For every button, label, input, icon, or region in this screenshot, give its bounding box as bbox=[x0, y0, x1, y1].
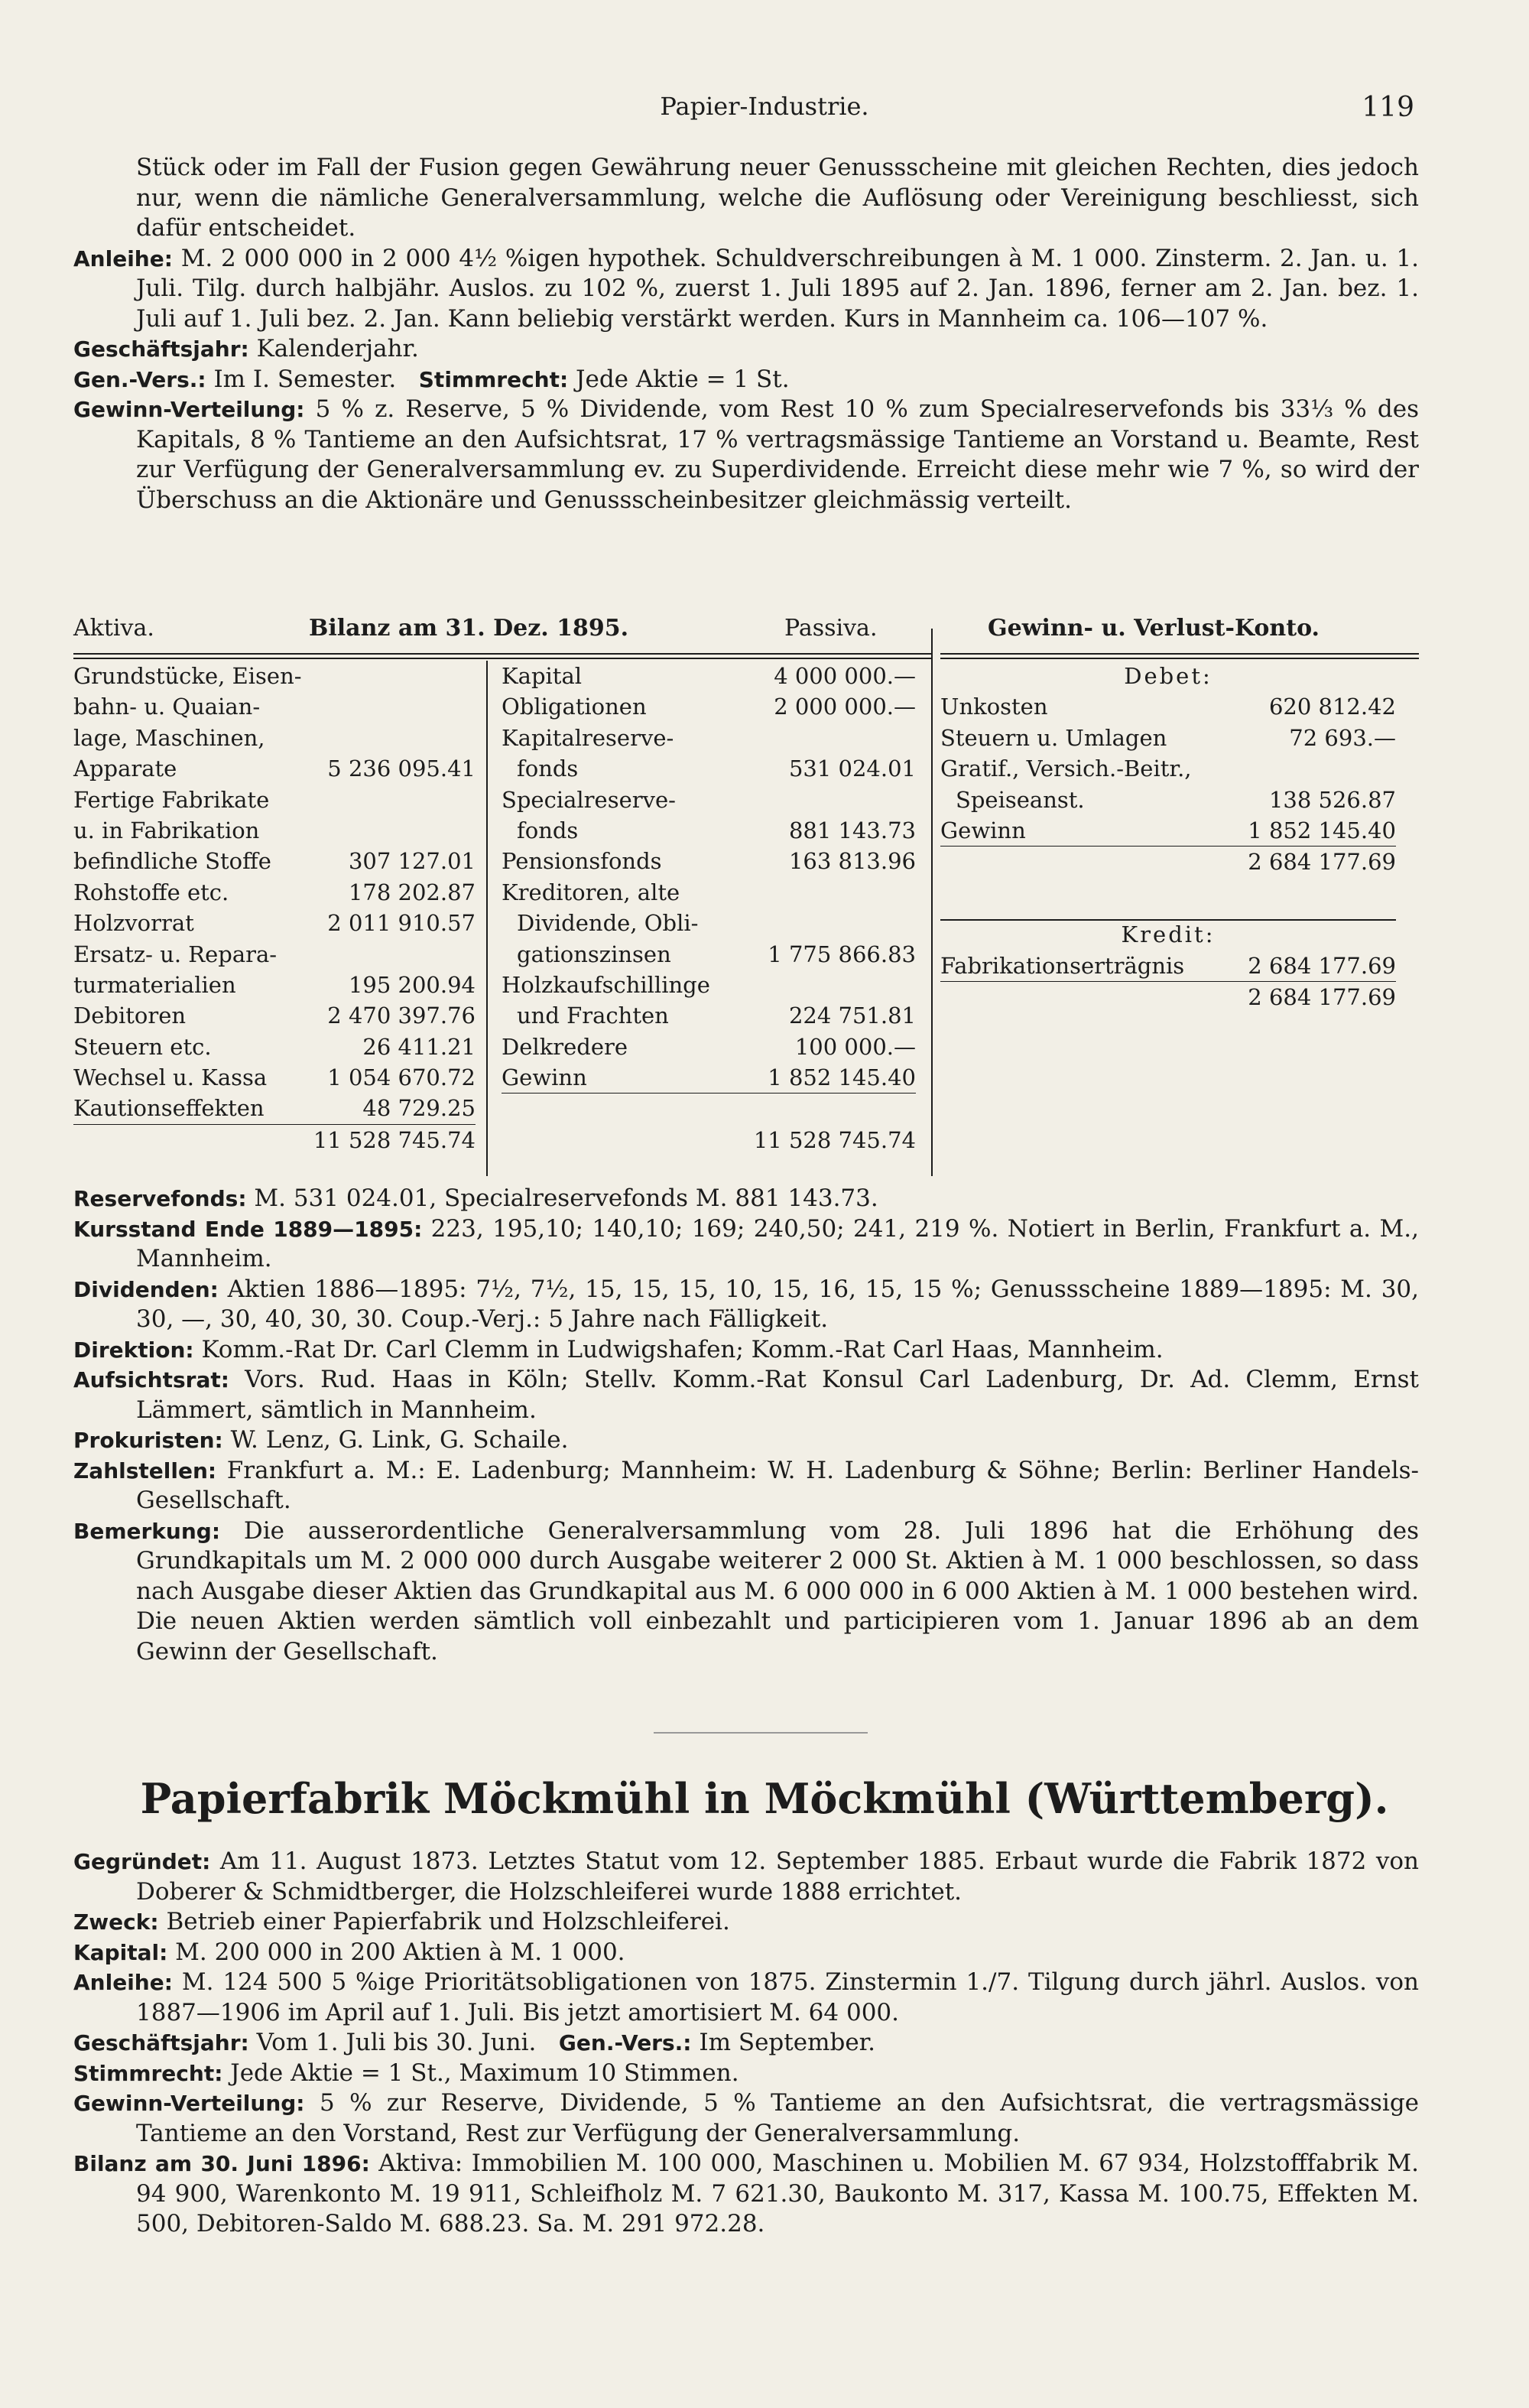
entry-prokuristen: Prokuristen: W. Lenz, G. Link, G. Schaile. bbox=[73, 1426, 569, 1454]
kredit-total-row: 2 684 177.69 bbox=[1248, 983, 1396, 1010]
table-row: Apparate 5 236 095.41 bbox=[73, 756, 476, 782]
aktiva-total-row: 11 528 745.74 bbox=[313, 1126, 476, 1153]
entry-geschaeftsjahr: Geschäftsjahr: Kalenderjahr. bbox=[73, 335, 419, 362]
bilanz-title: Bilanz am 31. Dez. 1895. bbox=[309, 615, 629, 642]
gv-column bbox=[940, 661, 1396, 1012]
passiva-total-row: 11 528 745.74 bbox=[753, 1126, 916, 1153]
table-row: Ersatz- u. Repara- bbox=[73, 941, 278, 967]
table-row: Pensionsfonds 163 813.96 bbox=[502, 848, 916, 875]
table-row: Dividende, Obli- bbox=[517, 910, 699, 937]
table-row: Kreditoren, alte bbox=[502, 879, 680, 905]
divider-aktiva-passiva bbox=[486, 661, 488, 1176]
header-title: Papier-Industrie. bbox=[660, 92, 869, 121]
table-row: bahn- u. Quaian- bbox=[73, 694, 261, 720]
table-row: Steuern u. Umlagen 72 693.— bbox=[940, 724, 1396, 751]
table-row: befindliche Stoffe 307 127.01 bbox=[73, 848, 476, 875]
kredit-heading-row: Kredit: bbox=[1121, 921, 1216, 948]
aktiva-column bbox=[73, 661, 476, 1155]
table-row: Speiseanst. 138 526.87 bbox=[956, 786, 1396, 813]
table-row: lage, Maschinen, bbox=[73, 724, 265, 751]
table-row: Wechsel u. Kassa 1 054 670.72 bbox=[73, 1064, 476, 1091]
table-row: fonds 881 143.73 bbox=[517, 817, 916, 843]
aktiva-heading: Aktiva. bbox=[73, 615, 154, 642]
entry-kursstand: Kursstand Ende 1889—1895: 223, 195,10; 140,10; 169; 240,50; 241, 219 %. Notiert in Berlin, Frankfurt a. M., Mannheim. bbox=[73, 1214, 1419, 1272]
section-details bbox=[73, 1184, 1419, 1667]
debet-heading-row: Debet: bbox=[1124, 663, 1212, 689]
table-row: Debitoren 2 470 397.76 bbox=[73, 1003, 476, 1029]
table-row: Delkredere 100 000.— bbox=[502, 1033, 916, 1060]
gv-konto-title: Gewinn- u. Verlust-Konto. bbox=[988, 615, 1320, 642]
table-row: Kautionseffekten 48 729.25 bbox=[73, 1093, 476, 1124]
balance-table bbox=[73, 613, 1419, 1179]
table-row: Gewinn 1 852 145.40 bbox=[502, 1062, 916, 1094]
divider-bilanz-gv bbox=[931, 629, 933, 1176]
passiva-column bbox=[502, 661, 916, 1155]
table-row: turmaterialien 195 200.94 bbox=[73, 971, 476, 998]
rule-top-right bbox=[940, 653, 1419, 655]
intro-paragraph: Stück oder im Fall der Fusion gegen Gewährung neuer Genussscheine mit gleichen Rechten, dies jedoch nur, wenn die nämliche Generalversammlung, welche die Auflösung oder Vereinigung beschliesst, sich dafür entscheidet. bbox=[136, 154, 1419, 242]
entry-reservefonds: Reservefonds: M. 531 024.01, Specialreservefonds M. 881 143.73. bbox=[73, 1185, 878, 1212]
table-row: Holzvorrat 2 011 910.57 bbox=[73, 910, 476, 937]
spacer-row bbox=[940, 878, 1396, 908]
table-row: Holzkaufschillinge bbox=[502, 971, 710, 998]
table-row: Unkosten 620 812.42 bbox=[940, 694, 1396, 720]
entry-zahlstellen: Zahlstellen: Frankfurt a. M.: E. Ladenburg; Mannheim: W. H. Ladenburg & Söhne; Berlin: Berliner Handels-Gesellschaft. bbox=[73, 1456, 1419, 1514]
table-row: gationszinsen 1 775 866.83 bbox=[517, 941, 916, 967]
passiva-heading: Passiva. bbox=[784, 615, 878, 642]
entry-bilanz-2: Bilanz am 30. Juni 1896: Aktiva: Immobilien M. 100 000, Maschinen u. Mobilien M. 67 934, Holzstofffabrik M. 94 900, Warenkonto M. 19 911, Schleifholz M. 7 621.30, Baukonto M. 317, Kassa M. 100.75, Effekten M. 500, Debitoren-Saldo M. 688.23. Sa. M. 291 972.28. bbox=[73, 2150, 1419, 2237]
entry-gen-vers: Gen.-Vers.: Im I. Semester. Stimmrecht: Jede Aktie = 1 St. bbox=[73, 365, 790, 393]
rule-top-left-2 bbox=[73, 658, 933, 659]
table-row: Fabrikationserträgnis 2 684 177.69 bbox=[940, 951, 1396, 982]
entry-dividenden: Dividenden: Aktien 1886—1895: 7½, 7½, 15, 15, 15, 10, 15, 16, 15, 15 %; Genussscheine 1889—1895: M. 30, 30, —, 30, 40, 30, 30. Coup.-Verj.: 5 Jahre nach Fälligkeit. bbox=[73, 1275, 1420, 1333]
table-row: Steuern etc. 26 411.21 bbox=[73, 1033, 476, 1060]
section-conditions bbox=[73, 153, 1419, 515]
entry-gewinn-verteilung: Gewinn-Verteilung: 5 % z. Reserve, 5 % Dividende, vom Rest 10 % zum Specialreservefonds bis 33⅓ % des Kapitals, 8 % Tantieme an den Aufsichtsrat, 17 % vertragsmässige Tantieme an Vorstand u. Beamte, Rest zur Verfügung der Generalversammlung ev. zu Superdividende. Erreicht diese mehr wie 7 %, so wird der Überschuss an die Aktionäre und Genussscheinbesitzer gleichmässig verteilt. bbox=[73, 395, 1419, 514]
table-row: Rohstoffe etc. 178 202.87 bbox=[73, 879, 476, 905]
entry-aufsichtsrat: Aufsichtsrat: Vors. Rud. Haas in Köln; Stellv. Komm.-Rat Konsul Carl Ladenburg, Dr. Ad. Clemm, Ernst Lämmert, sämtlich in Mannheim. bbox=[73, 1366, 1420, 1424]
table-row: Gratif., Versich.-Beitr., bbox=[940, 756, 1192, 782]
company-heading: Papierfabrik Möckmühl in Möckmühl (Württemberg). bbox=[140, 1774, 1389, 1823]
rule-top-right-2 bbox=[940, 658, 1419, 659]
entry-geschaeftsjahr-2: Geschäftsjahr: Vom 1. Juli bis 30. Juni. Gen.-Vers.: Im September. bbox=[73, 2029, 875, 2056]
table-row: Obligationen 2 000 000.— bbox=[502, 694, 916, 720]
page-number: 119 bbox=[1362, 92, 1414, 123]
entry-gewinn-verteilung-2: Gewinn-Verteilung: 5 % zur Reserve, Dividende, 5 % Tantieme an den Aufsichtsrat, die vertragsmässige Tantieme an den Vorstand, Rest zur Verfügung der Generalversammlung. bbox=[73, 2089, 1420, 2147]
entry-kapital: Kapital: M. 200 000 in 200 Aktien à M. 1 000. bbox=[73, 1938, 625, 1966]
entry-bemerkung: Bemerkung: Die ausserordentliche Generalversammlung vom 28. Juli 1896 hat die Erhöhung des Grundkapitals um M. 2 000 000 durch Ausgabe weiterer 2 000 St. Aktien à M. 1 000 beschlossen, so dass nach Ausgabe dieser Aktien das Grundkapital aus M. 6 000 000 in 6 000 Aktien à M. 1 000 bestehen wird. Die neuen Aktien werden sämtlich voll einbezahlt und participieren vom 1. Januar 1896 ab an dem Gewinn der Gesellschaft. bbox=[73, 1516, 1419, 1665]
table-row: Fertige Fabrikate bbox=[73, 786, 270, 813]
rule-top-left bbox=[73, 653, 933, 655]
section-separator bbox=[654, 1732, 868, 1734]
table-row: Kapitalreserve- bbox=[502, 724, 674, 751]
table-row: Kapital 4 000 000.— bbox=[502, 663, 916, 689]
entry-gegruendet: Gegründet: Am 11. August 1873. Letztes Statut vom 12. September 1885. Erbaut wurde die Fabrik 1872 von Doberer & Schmidtberger, die Holzschleiferei wurde 1888 errichtet. bbox=[73, 1847, 1419, 1906]
running-header bbox=[0, 92, 1529, 130]
table-row: und Frachten 224 751.81 bbox=[517, 1003, 916, 1029]
entry-zweck: Zweck: Betrieb einer Papierfabrik und Holzschleiferei. bbox=[73, 1908, 730, 1935]
entry-anleihe: Anleihe: M. 2 000 000 in 2 000 4½ %igen hypothek. Schuldverschreibungen à M. 1 000. Zinsterm. 2. Jan. u. 1. Juli. Tilg. durch halbjähr. Auslos. zu 102 %, zuerst 1. Juli 1895 auf 2. Jan. 1896, ferner am 2. Jan. bez. 1. Juli auf 1. Juli bez. 2. Jan. Kann beliebig verstärkt werden. Kurs in Mannheim ca. 106—107 %. bbox=[73, 244, 1419, 333]
table-row: fonds 531 024.01 bbox=[517, 756, 916, 782]
debet-total-row: 2 684 177.69 bbox=[1248, 849, 1396, 876]
table-row: Gewinn 1 852 145.40 bbox=[940, 815, 1396, 847]
entry-stimmrecht-2: Stimmrecht: Jede Aktie = 1 St., Maximum 10 Stimmen. bbox=[73, 2059, 739, 2087]
section-company2 bbox=[73, 1847, 1419, 2240]
table-row: Grundstücke, Eisen- bbox=[73, 663, 302, 689]
entry-anleihe-2: Anleihe: M. 124 500 5 %ige Prioritätsobligationen von 1875. Zinstermin 1./7. Tilgung durch jährl. Auslos. von 1887—1906 im April auf 1. Juli. Bis jetzt amortisiert M. 64 000. bbox=[73, 1968, 1419, 2026]
table-row: u. in Fabrikation bbox=[73, 817, 260, 843]
table-row: Specialreserve- bbox=[502, 786, 676, 813]
entry-direktion: Direktion: Komm.-Rat Dr. Carl Clemm in Ludwigshafen; Komm.-Rat Carl Haas, Mannheim. bbox=[73, 1335, 1164, 1363]
